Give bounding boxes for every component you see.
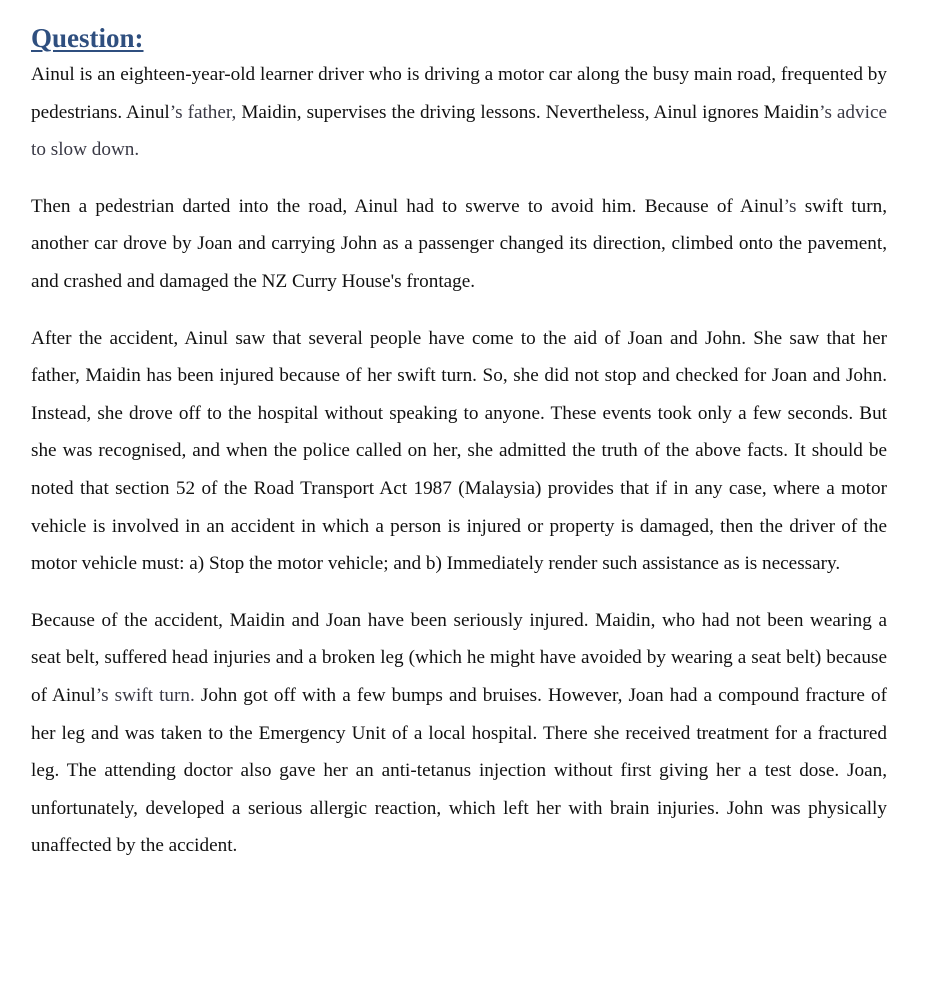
paragraph-1-text-1: Ainul is an eighteen-year-old learner driver who is driving a motor car along the busy main road, frequented by pedestrians. Ainul xyxy=(31,64,887,123)
paragraph-4-text-3: John got off with a few bumps and bruises. However, Joan had a compound fracture of her leg and was taken to the Emergency Unit of a local hospital. There she received treatment for a fractured leg. The attending doctor also gave her an anti-tetanus injection without first giving her a test dose. Joan, unfortunately, developed a serious allergic reaction, which left her with brain injuries. John was physically unaffected by the accident. xyxy=(31,684,887,857)
paragraph-3-text-1: After the accident, Ainul saw that several people have come to the aid of Joan and John. She saw that her father, Maidin has been injured because of her swift turn. So, she did not stop and checked for Joan and John. Instead, she drove off to the hospital without speaking to anyone. These events took only a few seconds. But she was recognised, and when the police called on her, she admitted the truth of the above facts. It should be noted that section 52 of the Road Transport Act 1987 (Malaysia) provides that if in any case, where a motor vehicle is involved in an accident in which a person is injured or property is damaged, then the driver of the motor vehicle must: a) Stop the motor vehicle; and b) Immediately render such assistance as is necessary. xyxy=(31,327,887,575)
paragraph-1 xyxy=(31,56,887,169)
paragraph-3 xyxy=(31,320,887,583)
paragraph-2-text-3: swift turn, another car drove by Joan and carrying John as a passenger changed its direction, climbed onto the pavement, and crashed and damaged the NZ Curry House's frontage. xyxy=(31,195,887,292)
paragraph-1-text-3: Maidin, supervises the driving lessons. Nevertheless, Ainul ignores Maidin xyxy=(241,101,820,123)
paragraph-1-text-2: ’s father, xyxy=(169,101,242,123)
paragraph-4-text-1: Because of the accident, Maidin and Joan have been seriously injured. Maidin, who had not been wearing a seat belt, suffered head injuries and a broken leg (which he might have avoided by wearing a seat belt) because of Ainul xyxy=(31,609,887,706)
paragraph-2 xyxy=(31,188,887,301)
paragraph-4 xyxy=(31,602,887,865)
paragraph-4-text-2: ’s swift turn. xyxy=(95,684,195,706)
paragraph-2-text-1: Then a pedestrian darted into the road, Ainul had to swerve to avoid him. Because of Ainul xyxy=(31,195,784,217)
question-heading: Question: xyxy=(31,23,144,53)
document-page xyxy=(31,18,887,884)
paragraph-1-text-4: ’s advice to slow down. xyxy=(31,101,887,161)
paragraph-2-text-2: ’s xyxy=(783,195,797,217)
